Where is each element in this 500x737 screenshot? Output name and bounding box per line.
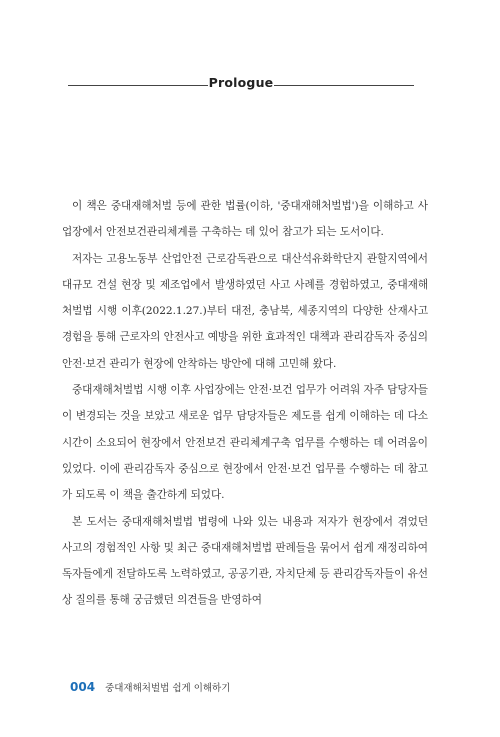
body-text (62, 193, 428, 614)
chapter-title: Prologue (208, 75, 274, 90)
page-number: 004 (70, 680, 96, 694)
paragraph-3: 중대재해처벌법 시행 이후 사업장에는 안전·보건 업무가 어려워 자주 담당자들이 변경되는 것을 보았고 새로운 업무 담당자들은 제도를 쉽게 이해하는 데 다소 시간이 소요되어 현장에서 안전보건 관리체계구축 업무를 수행하는 데 어려움이 있었다. 이에 관리감독자 중심으로 현장에서 안전·보건 업무를 수행하는 데 참고가 되도록 이 책을 출간하게 되었다. (62, 384, 428, 502)
paragraph-1: 이 책은 중대재해처벌 등에 관한 법률(이하, '중대재해처벌법')을 이해하고 사업장에서 안전보건관리체계를 구축하는 데 있어 참고가 되는 도서이다. (62, 200, 428, 239)
paragraph-4: 본 도서는 중대재해처벌법 법령에 나와 있는 내용과 저자가 현장에서 겪었던 사고의 경험적인 사항 및 최근 중대재해처벌법 판례들을 묶어서 쉽게 재정리하여 독자들에게 전달하도록 노력하였고, 공공기관, 자치단체 등 관리감독자들이 유선상 질의를 통해 궁금했던 의견들을 반영하여 (62, 515, 428, 607)
running-title: 중대재해처벌법 쉽게 이해하기 (105, 683, 231, 694)
paragraph-2: 저자는 고용노동부 산업안전 근로감독관으로 대산석유화학단지 관할지역에서 대규모 건설 현장 및 제조업에서 발생하였던 사고 사례를 경험하였고, 중대재해처벌법 시행 이후(2022.1.27.)부터 대전, 충남북, 세종지역의 다양한 산재사고 경험을 통해 근로자의 안전사고 예방을 위한 효과적인 대책과 관리감독자 중심의 안전·보건 관리가 현장에 안착하는 방안에 대해 고민해 왔다. (62, 252, 428, 370)
page-footer (70, 680, 230, 696)
chapter-header (68, 74, 414, 96)
header-rule-right (274, 85, 414, 86)
